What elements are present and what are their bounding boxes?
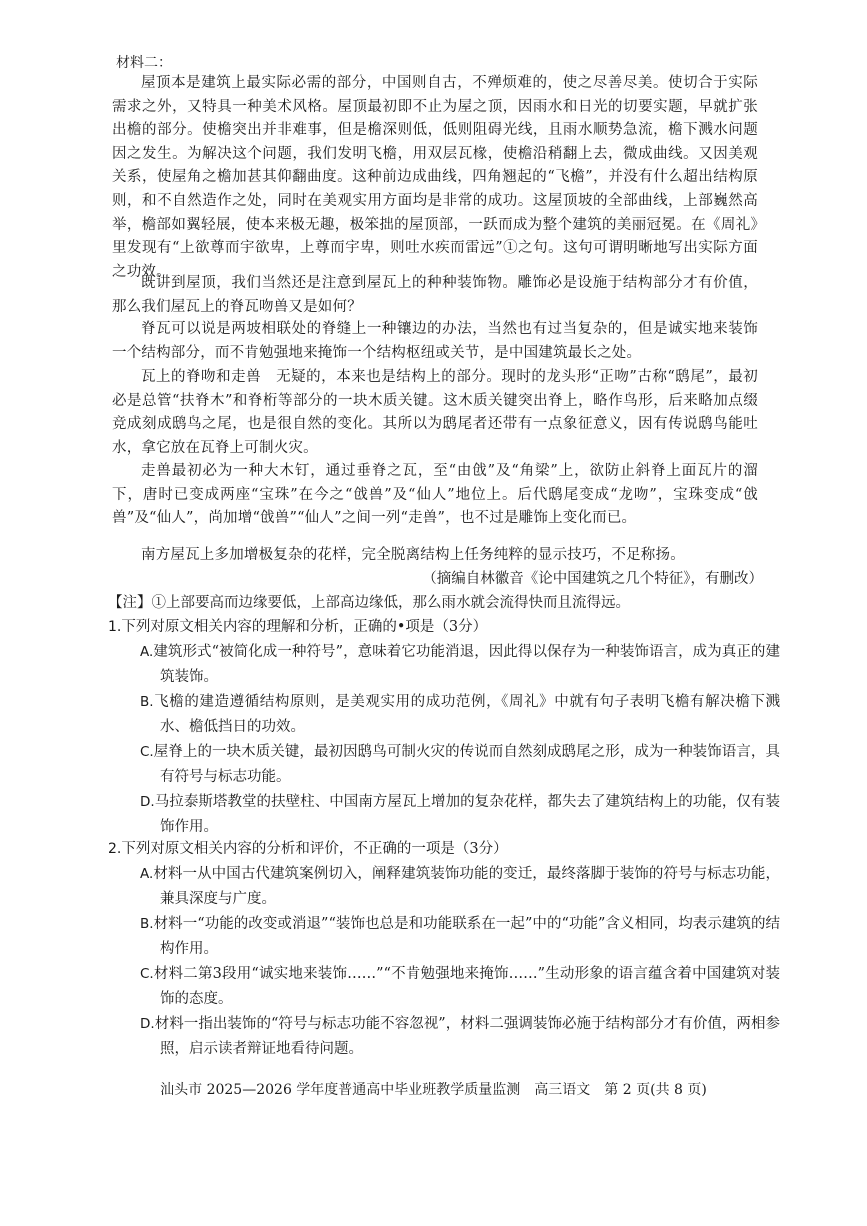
question-1-option-d [140,790,780,839]
question-2-option-b [140,912,780,961]
paragraph-ridge-tiles: 脊瓦可以说是两坡相联处的脊缝上一种镶边的办法，当然也有过当复杂的，但是诚实地来装饰一个结构部分，而不肯勉强地来掩饰一个结构枢纽或关节，是中国建筑最长之处。 [112,321,758,361]
question-2-option-a [140,862,780,911]
paragraph-decorations: 既讲到屋顶，我们当然还是注意到屋瓦上的种种装饰物。雕饰必是设施于结构部分才有价值，那么我们屋瓦上的脊瓦吻兽又是如何？ [112,275,758,315]
paragraph-roof: 屋顶本是建筑上最实际必需的部分，中国则自古，不殚烦难的，使之尽善尽美。使切合于实际需求之外，又特具一种美术风格。屋顶最初即不止为屋之顶，因雨水和日光的切要实题，早就扩张出檐的部分。使檐突出并非难事，但是檐深则低，低则阻碍光线，且雨水顺势急流，檐下溅水问题因之发生。为解决这个问题，我们发明飞檐，用双层瓦椽，使檐沿稍翻上去，微成曲线。又因美观关系，使屋角之檐加甚其仰翻曲度。这种前边成曲线，四角翘起的“飞檐”，并没有什么超出结构原则，和不自然造作之处，同时在美观实用方面均是非常的成功。这屋顶坡的全部曲线，上部巍然高举，檐部如翼轻展，使本来极无趣，极笨拙的屋顶部，一跃而成为整个建筑的美丽冠冕。在《周礼》里发现有“上欲尊而宇欲卑，上尊而宇卑，则吐水疾而雷远”①之句。这句可谓明晰地写出实际方面之功效。 [112,75,758,280]
question-2-option-d [140,1012,780,1061]
option-text: 材料二第3段用“诚实地来装饰……”“不肯勉强地来掩饰……”生动形象的语言蕴含着中国建筑对装饰的态度。 [153,966,780,1007]
question-number: 1. [108,619,122,635]
option-letter: C. [140,744,154,760]
question-number: 2. [108,841,122,857]
option-letter: D. [140,794,155,810]
option-text: 马拉泰斯塔教堂的扶壁柱、中国南方屋瓦上增加的复杂花样，都失去了建筑结构上的功能，仅有装饰作用。 [154,794,780,835]
source-citation: （摘编自林徽音《论中国建筑之几个特征》，有删改） [422,571,763,587]
question-1-option-a [140,640,780,689]
question-text: 下列对原文相关内容的分析和评价，不正确的一项是（3分） [121,841,508,857]
option-text: 建筑形式“被简化成一种符号”，意味着它功能消退，因此得以保存为一种装饰语言，成为真正的建筑装饰。 [153,644,780,685]
option-letter: A. [140,644,154,660]
option-text: 材料一指出装饰的“符号与标志功能不容忽视”，材料二强调装饰必施于结构部分才有价值，两相参照，启示读者辩证地看待问题。 [154,1016,780,1057]
option-letter: D. [140,1016,155,1032]
question-2-stem [108,838,768,861]
paragraph-southern-tiles: 南方屋瓦上多加增极复杂的花样，完全脱离结构上任务纯粹的显示技巧，不足称扬。 [141,547,685,563]
question-1-option-b [140,690,780,739]
option-text: 屋脊上的一块木质关键，最初因鸱鸟可制火灾的传说而自然刻成鸱尾之形，成为一种装饰语言，具有符号与标志功能。 [153,744,780,785]
page-footer: 汕头市 2025—2026 学年度普通高中毕业班教学质量监测 高三语文 第 2 页(共 8 页) [160,1082,707,1098]
option-letter: B. [140,694,154,710]
question-1-stem [108,616,768,639]
option-text: 飞檐的建造遵循结构原则，是美观实用的成功范例，《周礼》中就有句子表明飞檐有解决檐下溅水、檐低挡日的功效。 [153,694,780,735]
option-letter: A. [140,866,154,882]
footnote: 【注】①上部要高而边缘要低，上部高边缘低，那么雨水就会流得快而且流得远。 [108,595,630,611]
question-text: 下列对原文相关内容的理解和分析，正确的•项是（3分） [121,619,488,635]
paragraph-ridge-beasts: 瓦上的脊吻和走兽 无疑的，本来也是结构上的部分。现时的龙头形“正吻”古称“鸱尾”，最初必是总管“扶脊木”和脊桁等部分的一块木质关键。这木质关键突出脊上，略作鸟形，后来略加点缀竞成刻成鸱鸟之尾，也是很自然的变化。其所以为鸱尾者还带有一点象征意义，因有传说鸱鸟能吐水，拿它放在瓦脊上可制火灾。 [112,369,758,456]
material-title: 材料二： [116,55,172,71]
question-2-option-c [140,962,780,1011]
option-text: 材料一“功能的改变或消退”“装饰也总是和功能联系在一起”中的“功能”含义相同，均表示建筑的结构作用。 [153,916,780,957]
option-letter: C. [140,966,154,982]
option-letter: B. [140,916,154,932]
question-1-option-c [140,740,780,789]
paragraph-walking-beasts: 走兽最初必为一种大木钉，通过垂脊之瓦，至“由戗”及“角梁”上，欲防止斜脊上面瓦片的溜下，唐时已变成两座“宝珠”在今之“戗兽”及“仙人”地位上。后代鸱尾变成“龙吻”，宝珠变成“戗兽”及“仙人”，尚加增“戗兽”“仙人”之间一列“走兽”，也不过是雕饰上变化而已。 [112,463,758,527]
option-text: 材料一从中国古代建筑案例切入，阐释建筑装饰功能的变迁，最终落脚于装饰的符号与标志功能，兼具深度与广度。 [153,866,780,907]
